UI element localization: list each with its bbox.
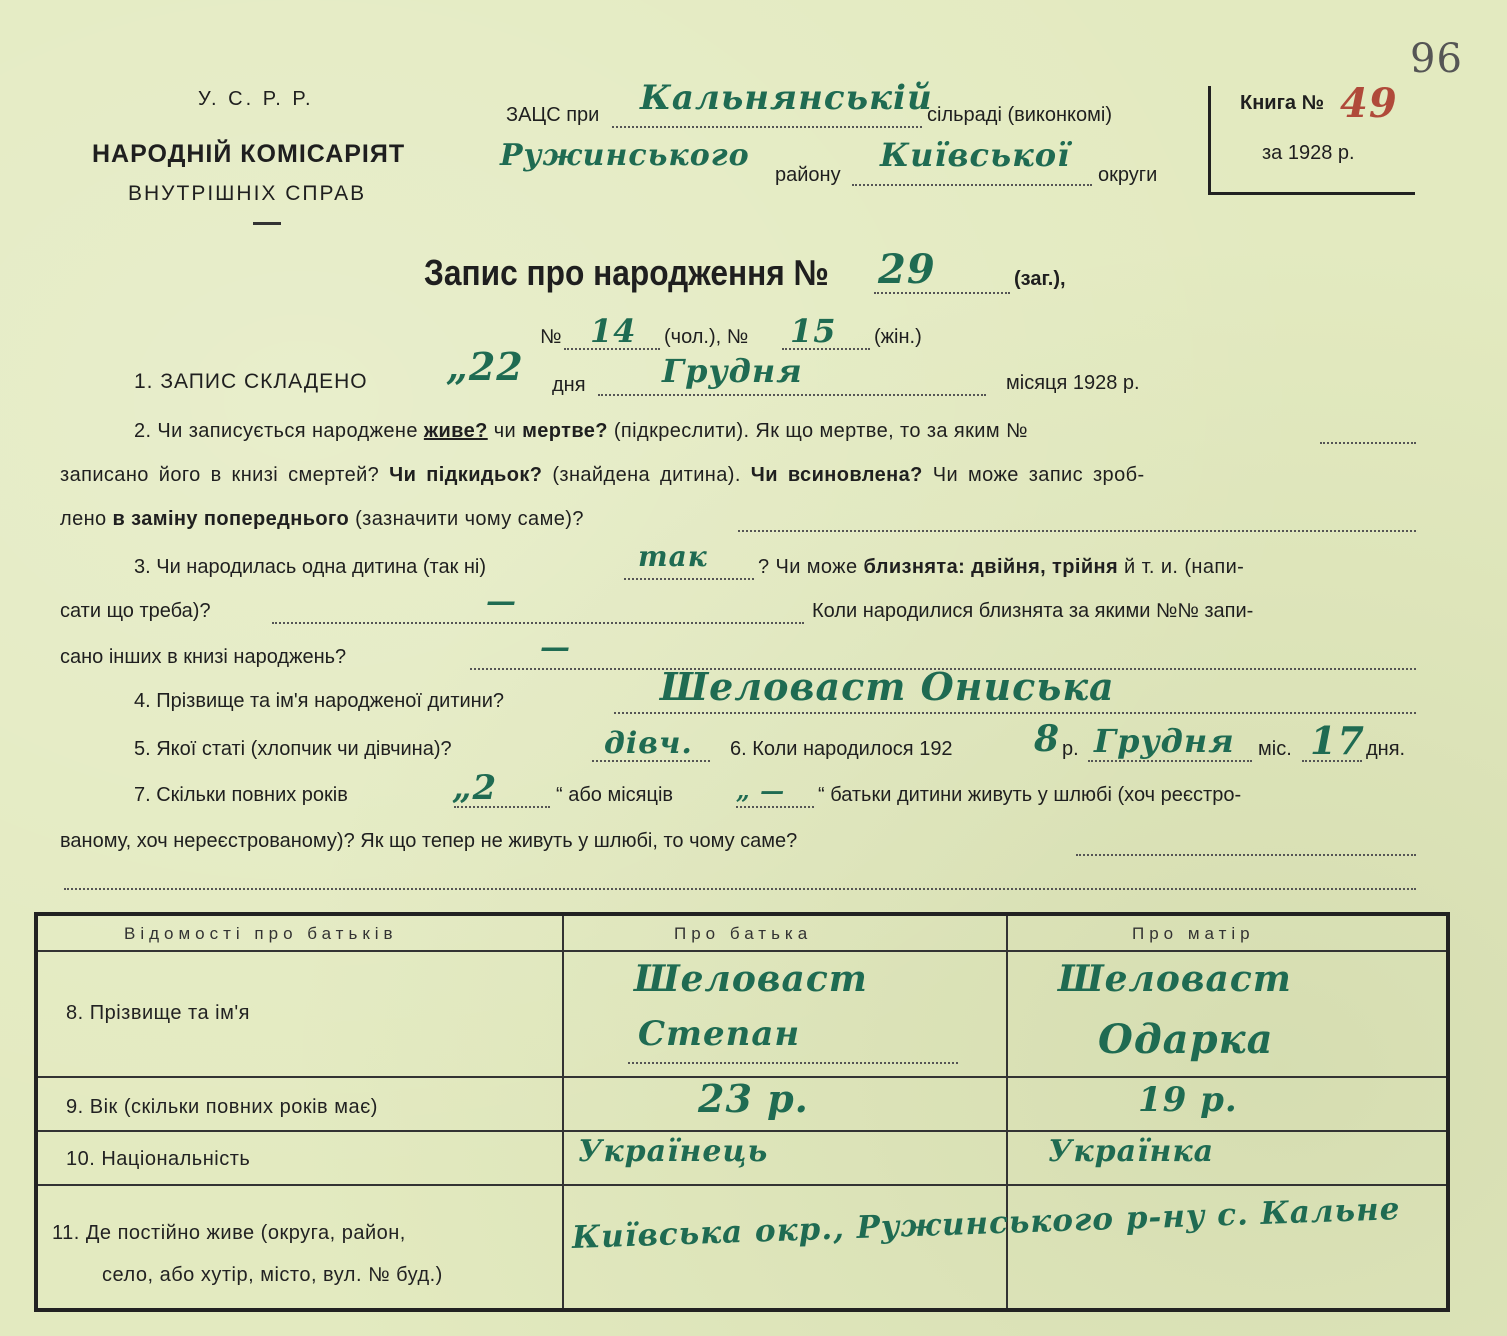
- q2-text-e: (знайдена дитина).: [552, 464, 741, 486]
- silradi-label: сільраді (виконкомі): [927, 104, 1112, 126]
- dotted-line: [612, 126, 922, 128]
- table-divider: [562, 916, 564, 1308]
- q2-line1: [134, 420, 1028, 443]
- hw-father-age: 23 р.: [698, 1076, 809, 1121]
- q7-line2: ваному, хоч нереєстрованому)? Як що тепер не живуть у шлюбі, то чому саме?: [60, 830, 798, 852]
- q2-replace: в заміну попереднього: [112, 508, 350, 530]
- q2-dead: мертве?: [522, 420, 608, 442]
- dotted-line: [1076, 854, 1416, 856]
- q2-text-f: Чи може запис зроб-: [932, 464, 1145, 486]
- hw-silrada: Кальнянській: [640, 78, 933, 118]
- q2-line2: [60, 464, 1145, 487]
- book-year: за 1928 р.: [1262, 142, 1355, 164]
- row-age-label: 9. Вік (скільки повних років має): [66, 1096, 378, 1118]
- hw-birth-year: 8: [1034, 718, 1061, 760]
- hw-birth-day: 17: [1310, 718, 1365, 763]
- dotted-line: [624, 578, 754, 580]
- dotted-line: [1088, 760, 1252, 762]
- hw-single: так: [638, 540, 708, 573]
- hw-okruha: Київської: [880, 136, 1071, 174]
- hw-book-old-number: 96: [1410, 36, 1463, 82]
- q3-line1-rest: [758, 556, 1244, 579]
- row-nationality-label: 10. Національність: [66, 1148, 251, 1170]
- row-residence-label-1: 11. Де постійно живе (округа, район,: [52, 1222, 406, 1244]
- male-label: (чол.), №: [664, 326, 749, 348]
- okruha-label: округи: [1098, 164, 1158, 186]
- q3-text-b: ? Чи може: [758, 556, 858, 578]
- q3-line2-rest: Коли народилися близнята за якими №№ запи-: [812, 600, 1254, 622]
- q3-text-c: й т. и. (напи-: [1124, 556, 1245, 578]
- q2-text-a: 2. Чи записується народжене: [134, 420, 418, 442]
- hw-raion: Ружинського: [500, 138, 750, 173]
- hw-record-number: 29: [878, 246, 936, 293]
- book-label: Книга №: [1240, 92, 1324, 114]
- row-name-label: 8. Прізвище та ім'я: [66, 1002, 251, 1024]
- q2-line3: [60, 508, 584, 531]
- dotted-line: [564, 348, 660, 350]
- table-header-mother: Про матір: [1132, 924, 1255, 943]
- hw-day: „22: [446, 344, 524, 389]
- q7-months-label: “ або місяців: [556, 784, 674, 806]
- org-internal-affairs: ВНУТРІШНІХ СПРАВ: [128, 182, 367, 205]
- dotted-line: [628, 1062, 958, 1064]
- hw-father-surname: Шеловаст: [634, 958, 868, 1000]
- q6-month-label: міс.: [1258, 738, 1292, 760]
- no-sign: №: [540, 326, 562, 348]
- org-ussr: У. С. Р. Р.: [198, 88, 314, 110]
- dotted-line: [1320, 442, 1416, 444]
- hw-female-number: 15: [790, 312, 837, 350]
- q2-adopted: Чи всиновлена?: [750, 464, 923, 486]
- hw-male-number: 14: [590, 312, 637, 350]
- dotted-line: [1302, 760, 1362, 762]
- dotted-line: [614, 712, 1416, 714]
- q3-label: 3. Чи народилась одна дитина (так ні): [134, 556, 487, 578]
- q6-label: 6. Коли народилося 192: [730, 738, 953, 760]
- q2-text-g: лено: [60, 508, 107, 530]
- hw-mother-age: 19 р.: [1138, 1080, 1238, 1120]
- table-divider: [38, 950, 1446, 952]
- hw-mother-surname: Шеловаст: [1058, 958, 1292, 1000]
- raion-label: району: [775, 164, 841, 186]
- hw-child-name: Шеловаст Ониська: [660, 664, 1115, 709]
- dotted-line: [592, 760, 710, 762]
- q2-foundling: Чи підкидьок?: [389, 464, 543, 486]
- dotted-line: [782, 348, 870, 350]
- hw-dash: —: [540, 630, 571, 665]
- dotted-line: [738, 530, 1416, 532]
- table-divider: [38, 1184, 1446, 1186]
- q3-line3: сано інших в книзі народжень?: [60, 646, 347, 668]
- hw-months-married: „ —: [736, 776, 786, 805]
- q1-month-label: місяця 1928 р.: [1006, 372, 1140, 394]
- q3-line2: сати що треба)?: [60, 600, 211, 622]
- q1-day-label: дня: [552, 374, 586, 396]
- hw-father-nationality: Українець: [578, 1134, 769, 1169]
- q2-alive: живе?: [423, 420, 488, 442]
- q6-day-label: дня.: [1366, 738, 1406, 760]
- q2-text-d: записано його в книзі смертей?: [60, 464, 380, 486]
- record-general: (заг.),: [1014, 268, 1066, 290]
- table-header-father: Про батька: [674, 924, 813, 943]
- q7-label: 7. Скільки повних років: [134, 784, 348, 806]
- q3-twins: близнята: двійня, трійня: [863, 556, 1119, 578]
- hw-mother-name: Одарка: [1098, 1016, 1274, 1063]
- parents-table: [34, 912, 1450, 1312]
- hw-month: Грудня: [662, 352, 803, 390]
- q2-text-c: (підкреслити). Як що мертве, то за яким №: [613, 420, 1028, 442]
- divider: [253, 222, 281, 225]
- table-divider: [38, 1130, 1446, 1132]
- hw-book-number: 49: [1340, 80, 1398, 127]
- q6-year-suffix: р.: [1062, 738, 1079, 760]
- dotted-line: [852, 184, 1092, 186]
- zags-prefix: ЗАЦС при: [506, 104, 600, 126]
- q1-label: 1. ЗАПИС СКЛАДЕНО: [134, 370, 368, 393]
- q2-text-h: (зазначити чому саме)?: [355, 508, 584, 530]
- q4-label: 4. Прізвище та ім'я народженої дитини?: [134, 690, 505, 712]
- hw-birth-month: Грудня: [1094, 722, 1235, 760]
- dotted-line: [874, 292, 1010, 294]
- hw-residence: Київська окр., Ружинського р-ну с. Кальне: [571, 1191, 1401, 1256]
- dotted-line: [598, 394, 986, 396]
- table-header-info: Відомості про батьків: [124, 924, 398, 943]
- hw-years-married: „2: [452, 768, 498, 808]
- dotted-line: [64, 888, 1416, 890]
- dotted-line: [272, 622, 804, 624]
- hw-dash: —: [486, 584, 517, 619]
- hw-sex: дівч.: [604, 726, 693, 761]
- female-label: (жін.): [874, 326, 922, 348]
- table-divider: [1006, 916, 1008, 1308]
- q2-text-b: чи: [493, 420, 517, 442]
- q5-label: 5. Якої статі (хлопчик чи дівчина)?: [134, 738, 452, 760]
- org-commissariat: НАРОДНІЙ КОМІСАРІЯТ: [92, 140, 406, 168]
- row-residence-label-2: село, або хутір, місто, вул. № буд.): [102, 1264, 443, 1286]
- hw-father-name: Степан: [638, 1014, 801, 1054]
- dotted-line: [736, 806, 814, 808]
- q7-line1-rest: “ батьки дитини живуть у шлюбі (хоч реєстро-: [818, 784, 1242, 806]
- hw-mother-nationality: Українка: [1048, 1134, 1215, 1169]
- dotted-line: [454, 806, 550, 808]
- record-title: Запис про народження №: [424, 252, 829, 293]
